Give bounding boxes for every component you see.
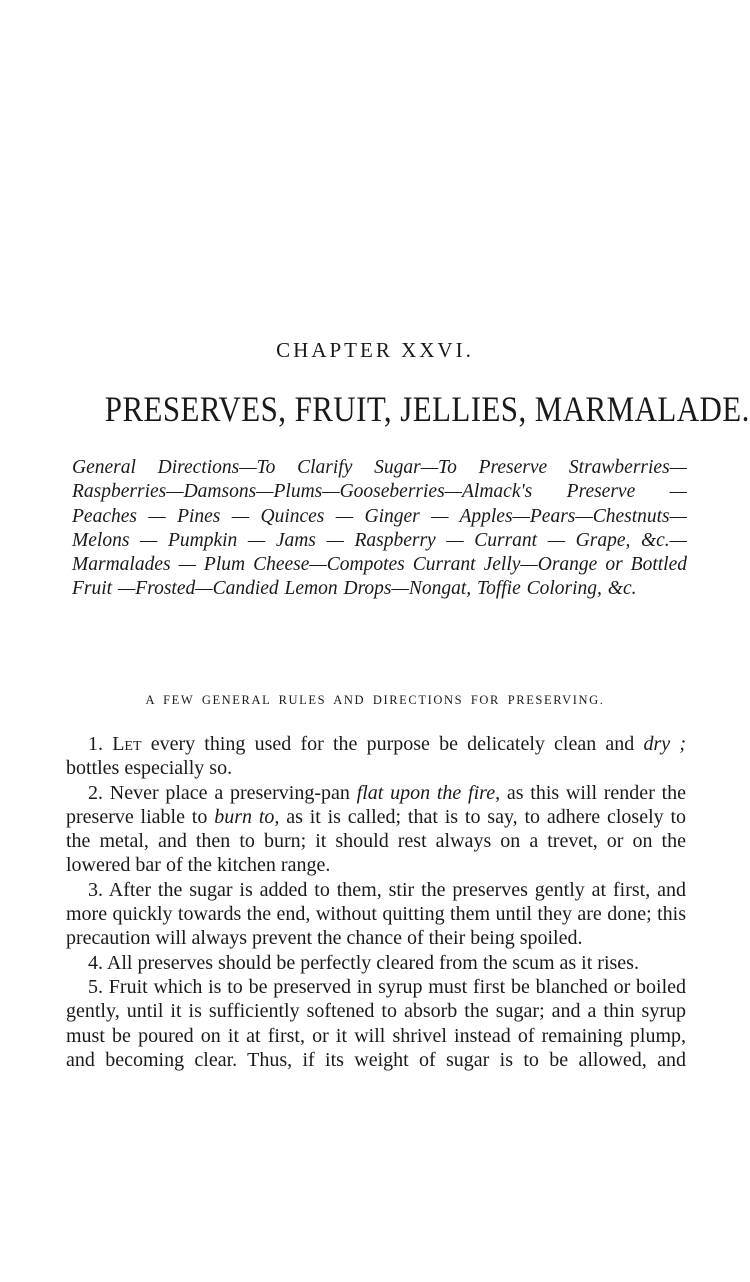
paragraph-number: 4. <box>88 951 103 974</box>
chapter-number: CHAPTER XXVI. <box>276 338 474 362</box>
paragraph-text: Fruit which is to be preserved in syrup must first be blanched or boiled gently, until it is sufficiently softened to absorb the sugar; and a thin syrup must be poured on it at first, or it will shrivel instead of remaining plump, and becoming clear. Thus, if its weight of sugar is to be allowed, and <box>66 975 687 1071</box>
paragraph-text: All preserves should be perfectly cleared from the scum as it rises. <box>106 951 639 974</box>
paragraph-number: 1. <box>88 733 103 755</box>
chapter-title: PRESERVES, FRUIT, JELLIES, MARMALADE. <box>104 389 750 429</box>
paragraph-1 <box>66 732 686 781</box>
paragraph-2 <box>66 781 686 878</box>
paragraph-text: After the sugar is added to them, stir the preserves gently at first, and more quickly towards the end, without quitting them until they are done; this precaution will always prevent the chance of their being spoiled. <box>66 878 686 950</box>
paragraph-text: bottles especially so. <box>66 757 233 780</box>
section-subheading: A FEW GENERAL RULES AND DIRECTIONS FOR PRESERVING. <box>145 693 605 707</box>
paragraph-3 <box>66 878 686 951</box>
paragraph-emphasis: flat upon the fire, <box>356 781 501 804</box>
paragraph-text: Never place a preserving-pan <box>109 781 350 804</box>
paragraph-4 <box>66 951 686 975</box>
paragraph-emphasis: dry ; <box>643 733 687 755</box>
paragraph-lead-word: Let <box>112 733 142 755</box>
paragraph-text: as it is called; that is to say, to adhere closely to the metal, and then to burn; it should rest always on a trevet, or on the lowered bar of the kitchen range. <box>66 805 687 877</box>
paragraph-text: as this will render the preserve liable to <box>66 781 687 828</box>
paragraph-text: every thing used for the purpose be delicately clean and <box>150 733 635 755</box>
paragraph-number: 2. <box>88 781 103 804</box>
paragraph-number: 5. <box>88 975 103 998</box>
body-text <box>66 732 686 1072</box>
paragraph-emphasis: burn to, <box>214 805 280 828</box>
chapter-synopsis: General Directions—To Clarify Sugar—To Preserve Strawberries—Raspberries—Damsons—Plums—Gooseberries—Almack's Preserve — Peaches — Pines — Quinces — Ginger — Apples—Pears—Chestnuts—Melons — Pumpkin — Jams — Raspberry — Currant — Grape, &c.—Marmalades — Plum Cheese—Compotes Currant Jelly—Orange or Bottled Fruit —Frosted—Candied Lemon Drops—Nongat, Toffie Coloring, &c. <box>72 457 687 600</box>
paragraph-5 <box>66 975 686 1072</box>
paragraph-number: 3. <box>88 878 103 901</box>
